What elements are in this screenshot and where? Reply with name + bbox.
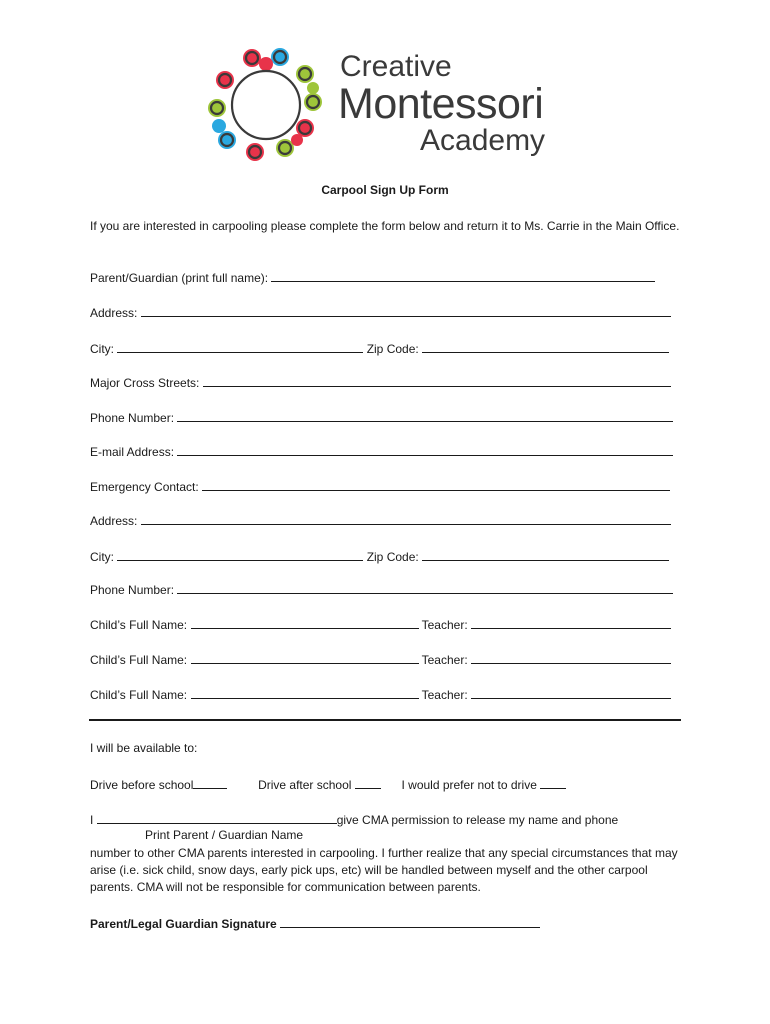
logo-wordmark	[338, 52, 545, 156]
section-divider	[89, 719, 681, 721]
permission-i: I	[90, 813, 94, 827]
drive-after-label: Drive after school	[258, 778, 352, 792]
teacher-label: Teacher:	[421, 618, 468, 632]
child-row-2	[90, 651, 671, 667]
zip-label: Zip Code:	[366, 342, 419, 356]
child-row-3	[90, 686, 671, 702]
emergency-field[interactable]	[202, 478, 670, 491]
child-name-field[interactable]	[191, 616, 419, 629]
emergency-phone-label: Phone Number:	[90, 583, 175, 597]
teacher-label: Teacher:	[421, 653, 468, 667]
child-name-label: Child’s Full Name:	[90, 618, 188, 632]
permission-text: give CMA permission to release my name and phone	[336, 813, 619, 827]
emergency-zip-field[interactable]	[422, 548, 669, 561]
email-row	[90, 443, 673, 459]
child-name-label: Child’s Full Name:	[90, 653, 188, 667]
teacher-field[interactable]	[471, 651, 671, 664]
emergency-phone-field[interactable]	[177, 581, 673, 594]
child-name-label: Child’s Full Name:	[90, 688, 188, 702]
emergency-zip-label: Zip Code:	[366, 550, 419, 564]
email-field[interactable]	[177, 443, 673, 456]
signature-label: Parent/Legal Guardian Signature	[90, 917, 277, 931]
emergency-address-label: Address:	[90, 514, 138, 528]
intro-text: If you are interested in carpooling please complete the form below and return it to Ms. Carrie in the Main Office.	[90, 219, 680, 233]
phone-field[interactable]	[177, 409, 673, 422]
address-row	[90, 304, 671, 320]
teacher-field[interactable]	[471, 686, 671, 699]
emergency-phone-row	[90, 581, 673, 597]
form-title: Carpool Sign Up Form	[321, 183, 449, 197]
child-name-field[interactable]	[191, 686, 419, 699]
availability-heading: I will be available to:	[90, 741, 198, 755]
availability-options	[90, 776, 566, 792]
phone-label: Phone Number:	[90, 411, 175, 425]
cross-streets-field[interactable]	[203, 374, 671, 387]
print-name-caption: Print Parent / Guardian Name	[145, 828, 304, 842]
logo-line-3: Academy	[420, 124, 546, 157]
child-name-field[interactable]	[191, 651, 419, 664]
signature-field[interactable]	[280, 915, 540, 928]
teacher-label: Teacher:	[421, 688, 468, 702]
emergency-label: Emergency Contact:	[90, 480, 199, 494]
permission-row	[90, 811, 618, 827]
teacher-field[interactable]	[471, 616, 671, 629]
cross-streets-row	[90, 374, 671, 390]
address-label: Address:	[90, 306, 138, 320]
emergency-address-row	[90, 512, 671, 528]
parent-name-label: Parent/Guardian (print full name):	[90, 271, 269, 285]
school-logo	[205, 44, 570, 166]
zip-field[interactable]	[422, 340, 669, 353]
drive-before-field[interactable]	[193, 776, 227, 789]
logo-ring-icon	[205, 44, 327, 166]
city-label: City:	[90, 342, 114, 356]
emergency-address-field[interactable]	[141, 512, 671, 525]
parent-name-row	[90, 269, 655, 285]
emergency-city-field[interactable]	[117, 548, 363, 561]
city-field[interactable]	[117, 340, 363, 353]
phone-row	[90, 409, 673, 425]
logo-line-2: Montessori	[338, 80, 544, 128]
permission-paragraph: number to other CMA parents interested in carpooling. I further realize that any special circumstances that may arise (i.e. sick child, snow days, early pick ups, etc) will be handled between myself and the other carpool parents. CMA will not be responsible for communication between parents.	[90, 846, 678, 894]
drive-after-field[interactable]	[355, 776, 381, 789]
logo-line-1: Creative	[340, 50, 452, 83]
child-row-1	[90, 616, 671, 632]
print-name-field[interactable]	[97, 811, 337, 824]
city-zip-row	[90, 340, 669, 356]
emergency-row	[90, 478, 670, 494]
emergency-city-label: City:	[90, 550, 114, 564]
drive-before-label: Drive before school	[90, 778, 194, 792]
prefer-not-field[interactable]	[540, 776, 566, 789]
signature-row	[90, 915, 540, 931]
emergency-city-zip-row	[90, 548, 669, 564]
email-label: E-mail Address:	[90, 445, 175, 459]
parent-name-field[interactable]	[271, 269, 655, 282]
cross-streets-label: Major Cross Streets:	[90, 376, 200, 390]
prefer-not-label: I would prefer not to drive	[401, 778, 537, 792]
address-field[interactable]	[141, 304, 671, 317]
